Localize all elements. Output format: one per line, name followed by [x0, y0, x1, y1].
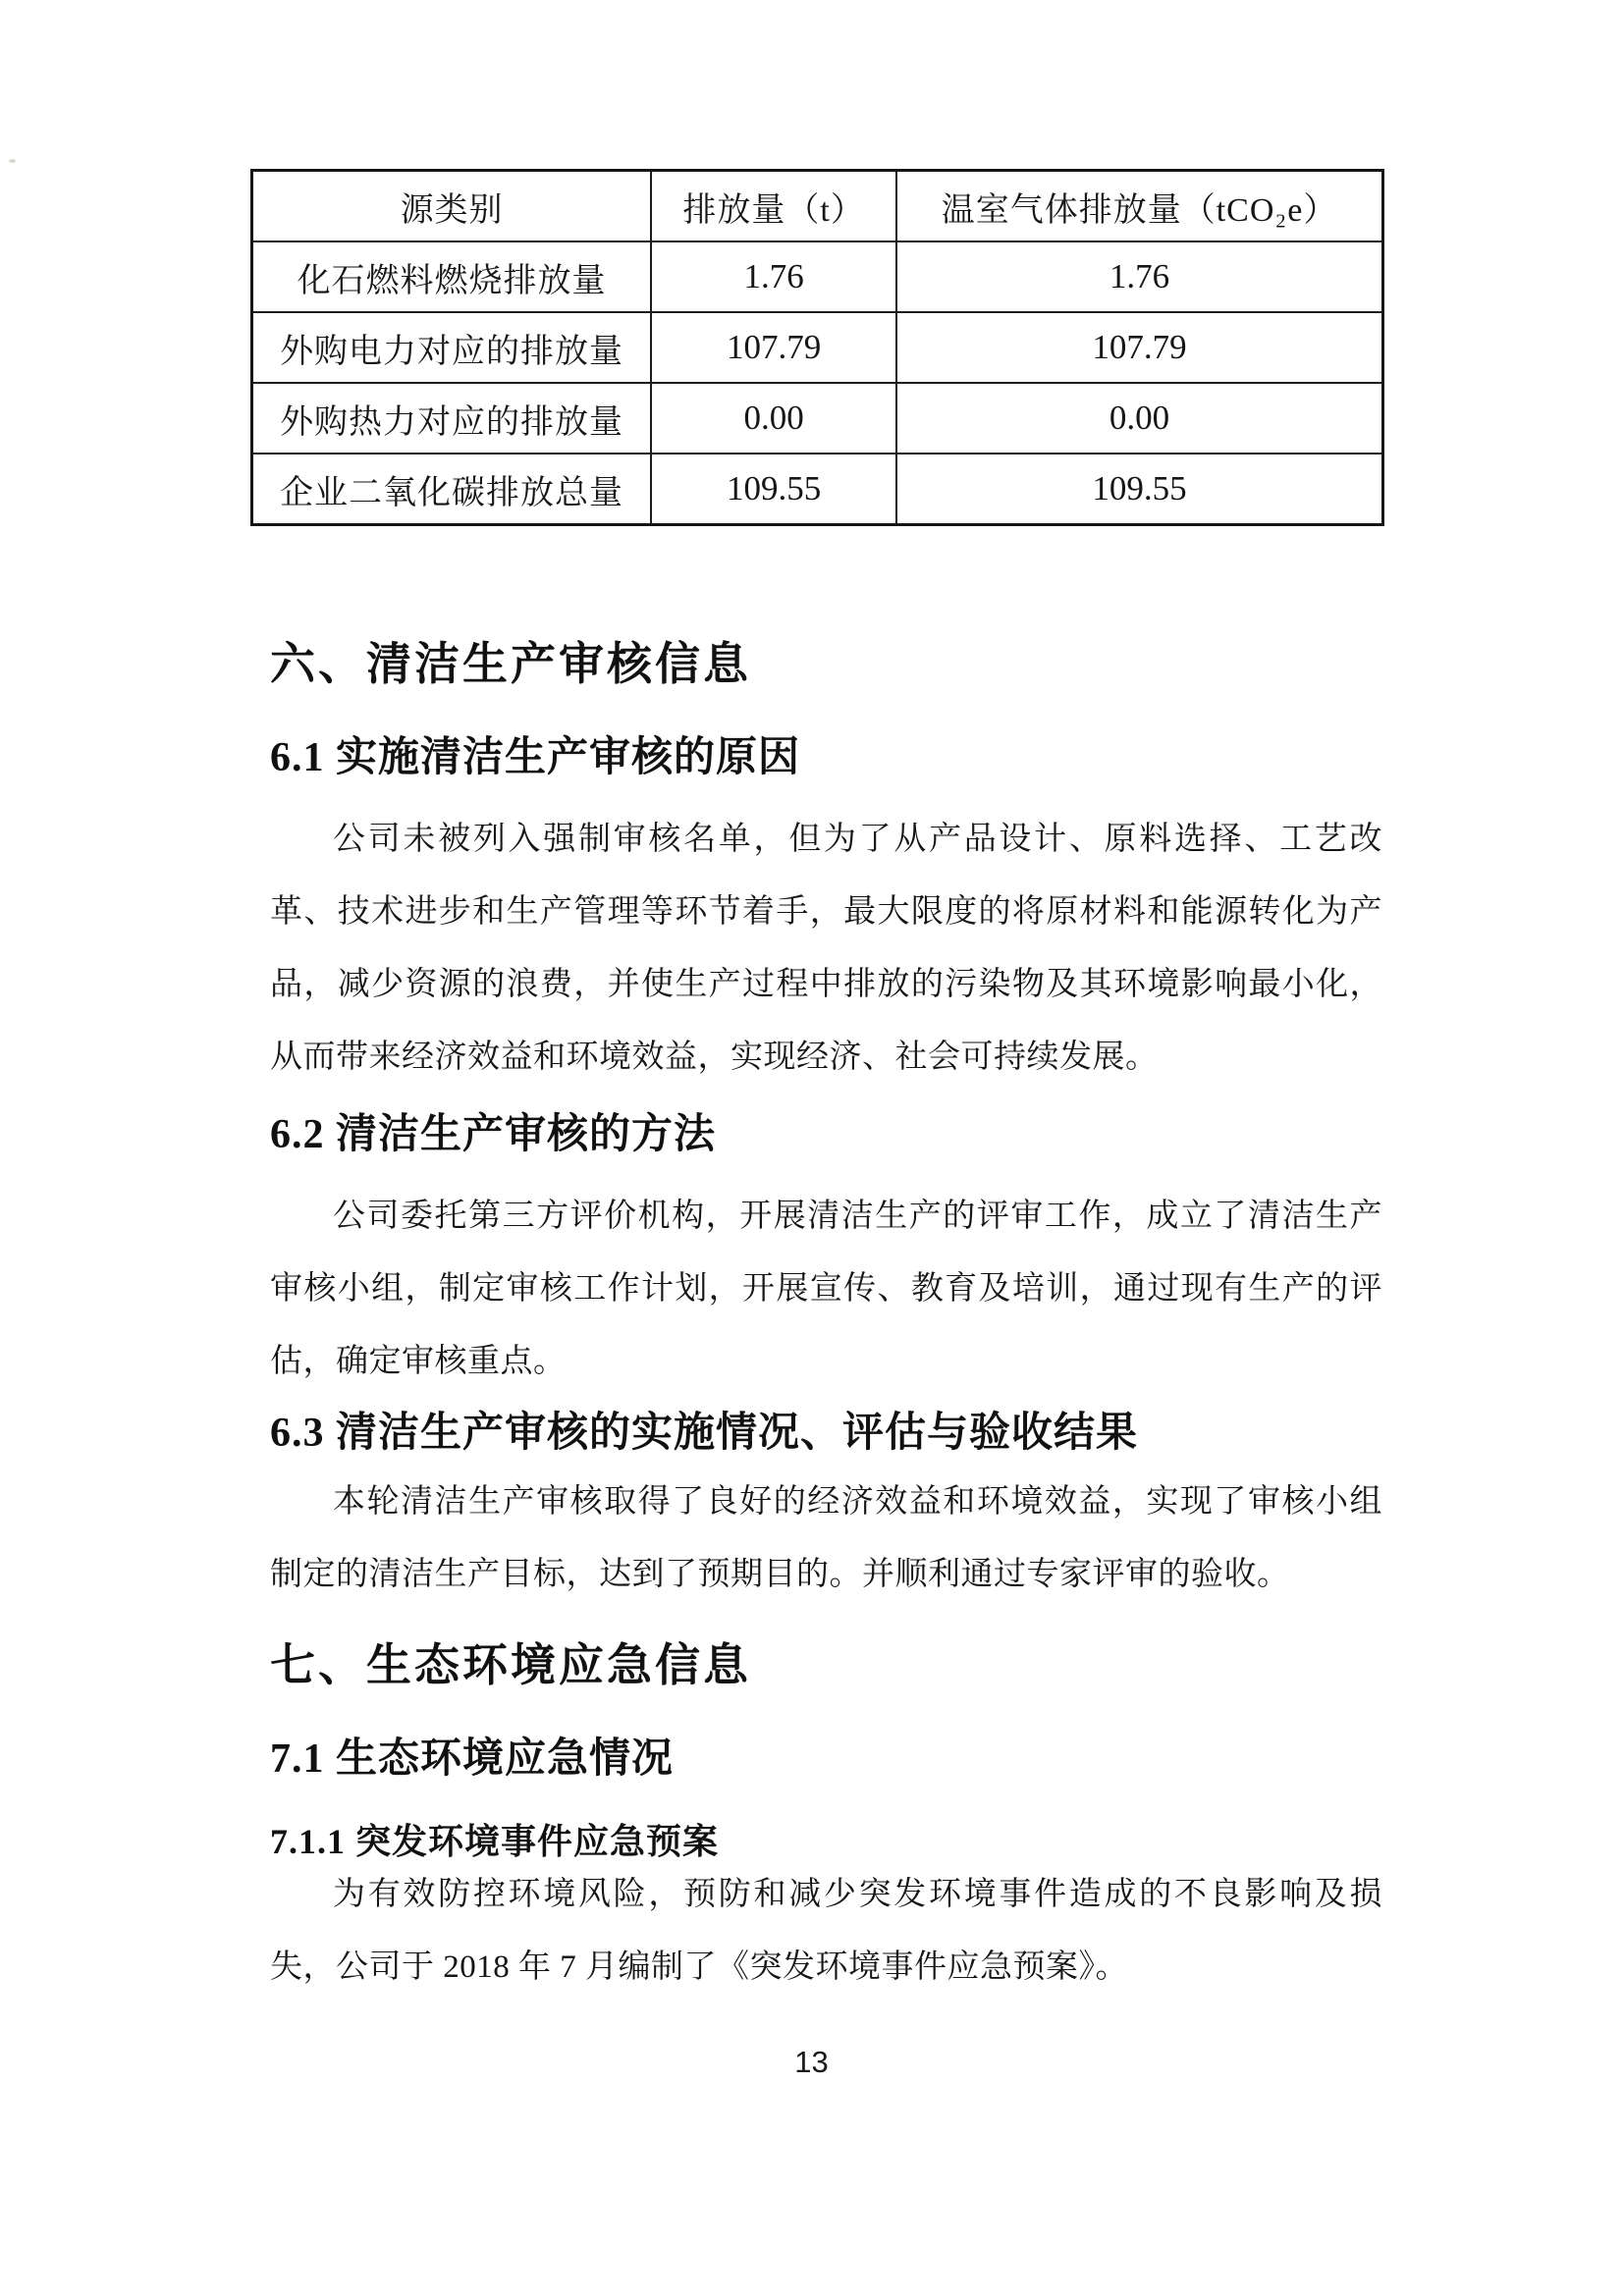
table-cell-ghg: 109.55 [896, 454, 1382, 525]
table-header-source: 源类别 [252, 171, 652, 242]
table-cell-source: 企业二氧化碳排放总量 [252, 454, 652, 525]
subsection-heading-7-1-1: 7.1.1 突发环境事件应急预案 [270, 1822, 720, 1861]
subsection-heading-6-2: 6.2 清洁生产审核的方法 [270, 1112, 717, 1157]
subsection-heading-6-1: 6.1 实施清洁生产审核的原因 [270, 735, 801, 780]
table-cell-emission: 109.55 [651, 454, 896, 525]
table-header-emission: 排放量（t） [651, 171, 896, 242]
paragraph-6-1: 公司未被列入强制审核名单，但为了从产品设计、原料选择、工艺改革、技术进步和生产管理等环节着手，最大限度的将原材料和能源转化为产品，减少资源的浪费，并使生产过程中排放的污染物及其环境影响最小化，从而带来经济效益和环境效益，实现经济、社会可持续发展。 [270, 822, 1382, 1075]
table-cell-ghg: 1.76 [896, 241, 1382, 312]
table-cell-emission: 0.00 [651, 383, 896, 454]
paragraph-7-1-1: 为有效防控环境风险，预防和减少突发环境事件造成的不良影响及损失，公司于 2018 年 7 月编制了《突发环境事件应急预案》。 [270, 1877, 1382, 1985]
paragraph-6-3: 本轮清洁生产审核取得了良好的经济效益和环境效益，实现了审核小组制定的清洁生产目标，达到了预期目的。并顺利通过专家评审的验收。 [270, 1484, 1382, 1592]
table-row [252, 241, 1383, 312]
subsection-heading-6-3: 6.3 清洁生产审核的实施情况、评估与验收结果 [270, 1411, 1139, 1456]
table-cell-source: 外购电力对应的排放量 [252, 312, 652, 383]
table-cell-ghg: 0.00 [896, 383, 1382, 454]
section-heading-eco-emergency: 七、生态环境应急信息 [270, 1640, 751, 1690]
table-row [252, 312, 1383, 383]
table-row [252, 383, 1383, 454]
table-cell-source: 外购热力对应的排放量 [252, 383, 652, 454]
emissions-table [250, 169, 1384, 526]
page-number: 13 [794, 2045, 829, 2079]
table-header-ghg: 温室气体排放量（tCO₂e） [896, 171, 1382, 242]
table-header-row [252, 171, 1383, 242]
table-cell-source: 化石燃料燃烧排放量 [252, 241, 652, 312]
table-row [252, 454, 1383, 525]
section-heading-cleaner-production: 六、清洁生产审核信息 [270, 639, 751, 689]
paragraph-6-2: 公司委托第三方评价机构，开展清洁生产的评审工作，成立了清洁生产审核小组，制定审核工作计划，开展宣传、教育及培训，通过现有生产的评估，确定审核重点。 [270, 1199, 1382, 1379]
table-cell-ghg: 107.79 [896, 312, 1382, 383]
subsection-heading-7-1: 7.1 生态环境应急情况 [270, 1736, 675, 1782]
table-cell-emission: 1.76 [651, 241, 896, 312]
table-cell-emission: 107.79 [651, 312, 896, 383]
scan-artifact-dot [9, 159, 16, 163]
